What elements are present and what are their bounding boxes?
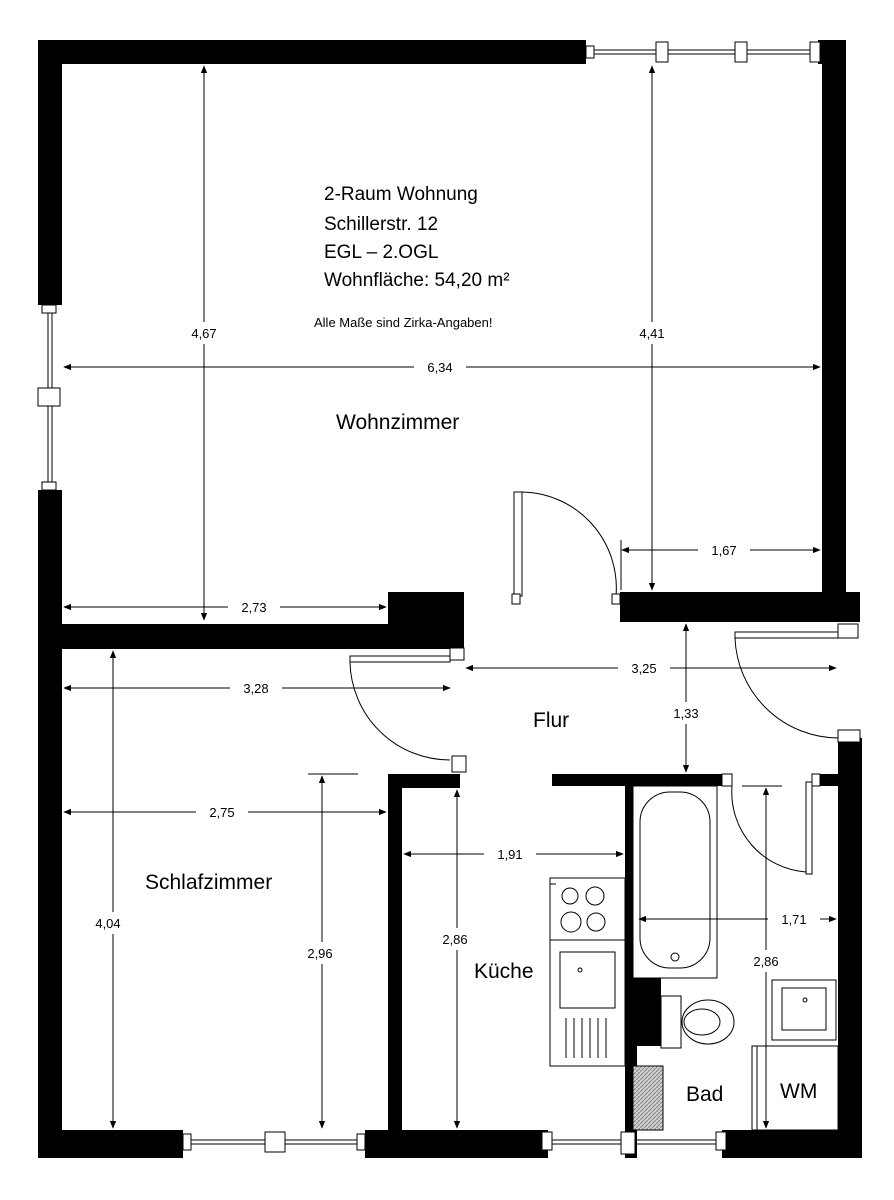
wall-left-lower — [38, 490, 62, 1158]
window-top — [586, 42, 820, 62]
dim-label-wz-bottom: 2,73 — [241, 600, 267, 615]
dim-label-flur-height: 1,33 — [673, 706, 699, 721]
dim-label-sz-top: 3,28 — [243, 681, 269, 696]
stove-icon — [550, 878, 625, 940]
dim-label-bad-width: 1,71 — [781, 912, 807, 927]
door-bath — [722, 774, 820, 874]
fixtures — [550, 786, 838, 1130]
dim-label-wz-width: 6,34 — [427, 360, 453, 375]
wall-living-bottom-right — [620, 592, 860, 622]
info-floor: EGL – 2.OGL — [324, 242, 439, 263]
room-label-schlafzimmer: Schlafzimmer — [145, 871, 273, 894]
info-area: Wohnfläche: 54,20 m² — [324, 270, 510, 291]
door-living — [512, 492, 620, 604]
wall-left-upper — [38, 40, 62, 305]
wall-bedroom-right — [388, 774, 402, 1158]
room-label-kueche: Küche — [474, 960, 534, 983]
wall-bottom-right — [722, 1130, 862, 1158]
dim-label-sz-inner: 2,96 — [307, 946, 333, 961]
dim-label-sz-height: 4,04 — [95, 916, 121, 931]
wall-bottom-left — [38, 1130, 183, 1158]
door-bedroom — [350, 648, 466, 772]
bathtub-icon — [633, 786, 717, 978]
room-label-flur: Flur — [533, 709, 570, 732]
room-label-wohnzimmer: Wohnzimmer — [336, 411, 460, 434]
wall-top-left — [38, 40, 586, 64]
kitchen-sink-icon — [550, 940, 625, 1066]
wall-shaft — [637, 978, 661, 1046]
wall-pillar — [388, 592, 464, 649]
window-left — [38, 305, 60, 490]
dim-label-flur-width: 3,25 — [631, 661, 657, 676]
window-bottom-bedroom — [183, 1132, 365, 1152]
bath-sink-icon — [772, 980, 836, 1040]
dim-label-kueche-width: 1,91 — [497, 847, 523, 862]
dim-label-bad-height: 2,86 — [753, 954, 779, 969]
wall-kitchen-top — [388, 774, 460, 788]
info-block — [314, 178, 538, 330]
info-address: Schillerstr. 12 — [324, 214, 439, 235]
dim-label-wz-wall-right: 1,67 — [711, 543, 737, 558]
door-entrance — [735, 624, 860, 742]
info-title: 2-Raum Wohnung — [324, 184, 478, 205]
toilet-icon — [661, 996, 734, 1048]
wall-bottom-middle — [365, 1130, 548, 1158]
room-label-bad: Bad — [686, 1083, 724, 1106]
dim-label-sz-width: 2,75 — [209, 805, 235, 820]
wall-bath-top-right — [818, 774, 840, 786]
wall-bath-top — [552, 774, 722, 786]
wall-right-upper — [822, 40, 846, 595]
dim-label-wz-height-right: 4,41 — [639, 326, 665, 341]
shaft-hatch — [633, 1066, 663, 1130]
wall-right-lower — [838, 738, 862, 1158]
dim-label-wz-height-left: 4,67 — [191, 326, 217, 341]
window-bottom-kitchen — [542, 1132, 726, 1154]
info-note: Alle Maße sind Zirka-Angaben! — [314, 315, 493, 330]
doors — [350, 492, 860, 874]
room-label-wm: WM — [780, 1080, 818, 1103]
dim-label-kueche-height: 2,86 — [442, 932, 468, 947]
